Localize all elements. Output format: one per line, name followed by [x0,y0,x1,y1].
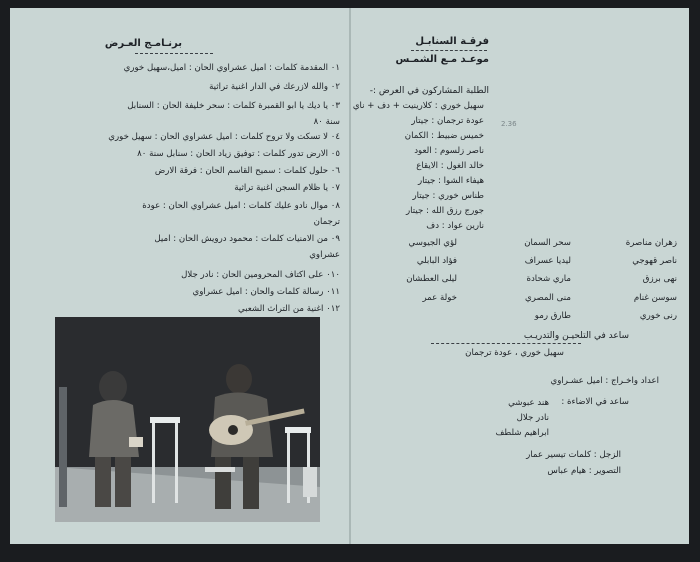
program-item-11: ٠١١ رسالة كلمات والحان : اميل عشراوي [192,287,340,297]
chorus-name: فؤاد البابلي [416,256,457,267]
chorus-name: زهران مناصرة [625,238,677,248]
chorus-name: خولة عمر [422,292,457,303]
participant-row: عودة ترجمان : جيتار [411,116,484,126]
participant-row: نارين عواد : دف [426,221,484,231]
chorus-column-1 [626,234,677,325]
program-title-underline [135,53,213,54]
training-underline [431,343,581,344]
program-item-1: ٠١ المقدمة كلمات : اميل عشراوي الحان : اميل،سهيل خوري [123,63,340,73]
lighting-names [496,396,549,441]
students-heading: الطلبة المشاركون في العرض :- [369,86,489,96]
chorus-name: ناصر قهوجي [632,256,677,267]
participants-list [353,99,484,234]
participant-row: جورج رزق الله : جيتار [406,206,484,216]
chorus-name: ليلى العطشان [406,274,457,285]
chorus-name: سحر السمان [524,238,571,248]
photo-illustration [55,317,320,522]
chorus-name: سوسن غنام [633,292,677,303]
chorus-name: منى المصري [525,292,571,303]
chorus-column-2 [524,234,571,325]
program-item-8-cont: ترجمان [313,217,340,227]
lighting-name: هند عبوشي [508,398,549,408]
faint-stamp: 2.36 [501,120,517,128]
program-title: برنـامـج العـرض [104,38,182,49]
participant-row: خالد الغول : الايقاع [416,161,484,171]
chorus-name: لؤي الجيوسي [408,238,457,248]
lighting-label: ساعد في الاضاءة : [561,397,629,407]
participant-row: هيفاء الشوا : جيتار [418,176,484,186]
program-item-6: ٠٦ حلول كلمات : سميح القاسم الحان : فرقة الارض [154,166,340,176]
chorus-column-3 [406,234,457,307]
chorus-name: ليديا عسراف [524,256,571,267]
chorus-name: طارق رمو [534,310,571,321]
chorus-name: نهى برزق [642,274,677,285]
group-name-underline [411,50,487,51]
chorus-name: رنى خوري [639,310,677,321]
participant-row: خميس ضبيط : الكمان [404,131,484,141]
program-item-10: ٠١٠ على اكتاف المحرومين الحان : نادر جلال [181,270,340,280]
direction-credit: اعداد واخـراج : اميل عشـراوي [550,376,659,386]
participant-row: سهيل خوري : كلارينيت + دف + ناي [352,101,484,111]
program-item-4: ٠٤ لا تسكت ولا تروح كلمات : اميل عشراوي الحان : سهيل خوري [108,132,340,142]
program-item-3-cont: سنة ٨٠ [313,117,340,127]
right-page [351,8,689,544]
chorus-name: ماري شحادة [526,274,571,285]
program-item-2: ٠٢ والله لازرعك في الدار اغنية تراثية [209,82,340,92]
zajal-credit: الزجل : كلمات تيسير عمار [526,450,621,460]
participant-row: طناس خوري : جيتار [412,191,484,201]
photography-credit: التصوير : هيام عباس [547,466,621,476]
lighting-name: ابراهيم شلطف [495,428,549,438]
program-item-5: ٠٥ الارض تدور كلمات : توفيق زياد الحان : سنابل سنة ٨٠ [137,149,340,159]
show-subtitle: موعـد مـع الشمـس [395,54,489,65]
lighting-name: نادر جلال [516,413,549,423]
group-name: فرقـة السنابـل [415,36,489,47]
program-item-12: ٠١٢ اغنية من التراث الشعبي [238,304,340,314]
program-item-8: ٠٨ موال نادو عليك كلمات : اميل عشراوي الحان : عودة [142,201,340,211]
program-item-3: ٠٣ يا ديك يا ابو القمبرة كلمات : سحر خليفة الحان : السنابل [127,101,340,111]
participant-row: ناصر زلسوم : العود [414,146,484,156]
training-names: سهيل خوري ، عودة ترجمان [465,348,564,358]
training-heading: ساعد في التلحيـن والتدريـب [523,331,629,341]
left-page [10,8,350,544]
program-item-9-cont: عشراوي [309,250,340,260]
program-item-9: ٠٩ من الامنيات كلمات : محمود درويش الحان : اميل [154,234,340,244]
performance-photo [55,317,320,522]
program-item-7: ٠٧ يا ظلام السجن اغنية تراثية [234,183,340,193]
